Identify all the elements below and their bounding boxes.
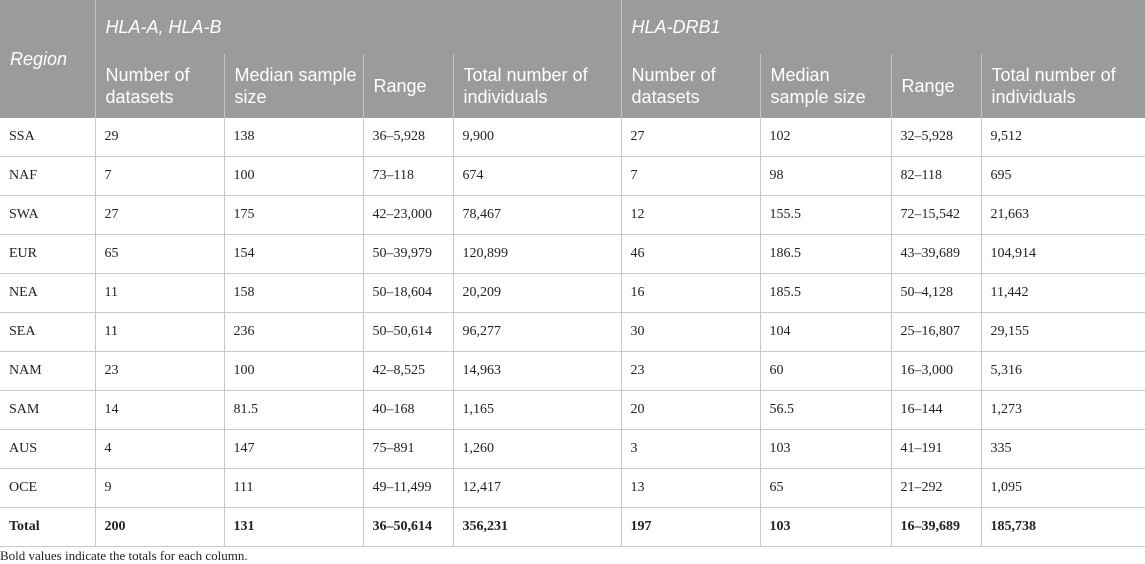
header-b-datasets: Number of datasets: [621, 54, 760, 118]
cell-b-total: 21,663: [981, 196, 1145, 235]
cell-a-median: 236: [224, 313, 363, 352]
cell-a-range: 49–11,499: [363, 469, 453, 508]
cell-a-range: 42–8,525: [363, 352, 453, 391]
cell-a-range: 50–50,614: [363, 313, 453, 352]
table-row: [0, 430, 1145, 469]
cell-a-datasets: 11: [95, 274, 224, 313]
cell-b-median: 98: [760, 157, 891, 196]
cell-b-datasets: 7: [621, 157, 760, 196]
cell-a-datasets: 27: [95, 196, 224, 235]
table-row: [0, 157, 1145, 196]
cell-a-median: 131: [224, 508, 363, 547]
cell-b-median: 56.5: [760, 391, 891, 430]
table-row: [0, 118, 1145, 157]
cell-a-total: 356,231: [453, 508, 621, 547]
cell-a-total: 9,900: [453, 118, 621, 157]
cell-b-median: 104: [760, 313, 891, 352]
cell-a-median: 100: [224, 157, 363, 196]
cell-a-total: 1,165: [453, 391, 621, 430]
header-a-median: Median sample size: [224, 54, 363, 118]
cell-b-total: 9,512: [981, 118, 1145, 157]
cell-b-total: 185,738: [981, 508, 1145, 547]
cell-b-datasets: 46: [621, 235, 760, 274]
cell-a-range: 75–891: [363, 430, 453, 469]
cell-b-range: 43–39,689: [891, 235, 981, 274]
cell-a-datasets: 200: [95, 508, 224, 547]
cell-region: NAM: [0, 352, 95, 391]
cell-b-datasets: 3: [621, 430, 760, 469]
cell-b-median: 102: [760, 118, 891, 157]
cell-b-datasets: 12: [621, 196, 760, 235]
header-a-range: Range: [363, 54, 453, 118]
cell-b-total: 11,442: [981, 274, 1145, 313]
cell-b-range: 72–15,542: [891, 196, 981, 235]
cell-b-median: 185.5: [760, 274, 891, 313]
cell-region: SEA: [0, 313, 95, 352]
table-body: [0, 118, 1145, 547]
cell-b-range: 32–5,928: [891, 118, 981, 157]
cell-b-median: 103: [760, 508, 891, 547]
cell-a-median: 154: [224, 235, 363, 274]
cell-a-range: 36–5,928: [363, 118, 453, 157]
cell-a-datasets: 4: [95, 430, 224, 469]
header-group-hla-drb1: HLA-DRB1: [621, 0, 1145, 54]
cell-a-median: 175: [224, 196, 363, 235]
cell-b-range: 16–3,000: [891, 352, 981, 391]
cell-b-datasets: 23: [621, 352, 760, 391]
cell-a-datasets: 29: [95, 118, 224, 157]
table-row: [0, 274, 1145, 313]
cell-b-total: 29,155: [981, 313, 1145, 352]
cell-b-range: 50–4,128: [891, 274, 981, 313]
cell-region: OCE: [0, 469, 95, 508]
cell-a-total: 14,963: [453, 352, 621, 391]
header-group-row: [0, 0, 1145, 54]
cell-region: Total: [0, 508, 95, 547]
cell-region: NEA: [0, 274, 95, 313]
cell-a-range: 36–50,614: [363, 508, 453, 547]
cell-a-median: 111: [224, 469, 363, 508]
cell-region: SWA: [0, 196, 95, 235]
header-column-row: [0, 54, 1145, 118]
cell-a-range: 42–23,000: [363, 196, 453, 235]
table-total-row: [0, 508, 1145, 547]
cell-a-datasets: 14: [95, 391, 224, 430]
header-group-hla-a-b: HLA-A, HLA-B: [95, 0, 621, 54]
cell-b-median: 186.5: [760, 235, 891, 274]
cell-b-range: 25–16,807: [891, 313, 981, 352]
cell-a-datasets: 23: [95, 352, 224, 391]
table-row: [0, 391, 1145, 430]
cell-a-range: 50–39,979: [363, 235, 453, 274]
cell-b-datasets: 197: [621, 508, 760, 547]
header-a-total: Total number of individuals: [453, 54, 621, 118]
cell-a-total: 12,417: [453, 469, 621, 508]
header-b-range: Range: [891, 54, 981, 118]
cell-a-total: 674: [453, 157, 621, 196]
table-row: [0, 196, 1145, 235]
cell-a-datasets: 9: [95, 469, 224, 508]
table-row: [0, 469, 1145, 508]
cell-a-range: 73–118: [363, 157, 453, 196]
cell-b-median: 60: [760, 352, 891, 391]
cell-region: NAF: [0, 157, 95, 196]
table-footnote: Bold values indicate the totals for each column.: [0, 548, 248, 563]
cell-b-datasets: 20: [621, 391, 760, 430]
cell-region: SAM: [0, 391, 95, 430]
cell-a-total: 20,209: [453, 274, 621, 313]
cell-a-total: 1,260: [453, 430, 621, 469]
cell-b-datasets: 30: [621, 313, 760, 352]
cell-b-median: 65: [760, 469, 891, 508]
cell-b-total: 335: [981, 430, 1145, 469]
cell-b-median: 155.5: [760, 196, 891, 235]
header-a-datasets: Number of datasets: [95, 54, 224, 118]
table-row: [0, 352, 1145, 391]
cell-b-total: 1,095: [981, 469, 1145, 508]
cell-b-median: 103: [760, 430, 891, 469]
header-b-total: Total number of individuals: [981, 54, 1145, 118]
cell-a-total: 96,277: [453, 313, 621, 352]
cell-b-total: 1,273: [981, 391, 1145, 430]
cell-b-range: 16–39,689: [891, 508, 981, 547]
cell-b-range: 41–191: [891, 430, 981, 469]
cell-a-range: 40–168: [363, 391, 453, 430]
cell-a-median: 158: [224, 274, 363, 313]
cell-b-range: 21–292: [891, 469, 981, 508]
table-row: [0, 313, 1145, 352]
cell-region: AUS: [0, 430, 95, 469]
cell-region: SSA: [0, 118, 95, 157]
cell-b-range: 82–118: [891, 157, 981, 196]
cell-a-datasets: 11: [95, 313, 224, 352]
cell-b-total: 5,316: [981, 352, 1145, 391]
cell-b-datasets: 27: [621, 118, 760, 157]
cell-a-median: 81.5: [224, 391, 363, 430]
table-row: [0, 235, 1145, 274]
cell-a-median: 138: [224, 118, 363, 157]
header-b-median: Median sample size: [760, 54, 891, 118]
cell-b-total: 104,914: [981, 235, 1145, 274]
cell-a-median: 147: [224, 430, 363, 469]
header-region: Region: [0, 0, 95, 118]
cell-a-datasets: 7: [95, 157, 224, 196]
cell-b-range: 16–144: [891, 391, 981, 430]
cell-b-datasets: 16: [621, 274, 760, 313]
cell-b-datasets: 13: [621, 469, 760, 508]
cell-b-total: 695: [981, 157, 1145, 196]
cell-region: EUR: [0, 235, 95, 274]
cell-a-range: 50–18,604: [363, 274, 453, 313]
cell-a-total: 120,899: [453, 235, 621, 274]
cell-a-datasets: 65: [95, 235, 224, 274]
cell-a-total: 78,467: [453, 196, 621, 235]
cell-a-median: 100: [224, 352, 363, 391]
